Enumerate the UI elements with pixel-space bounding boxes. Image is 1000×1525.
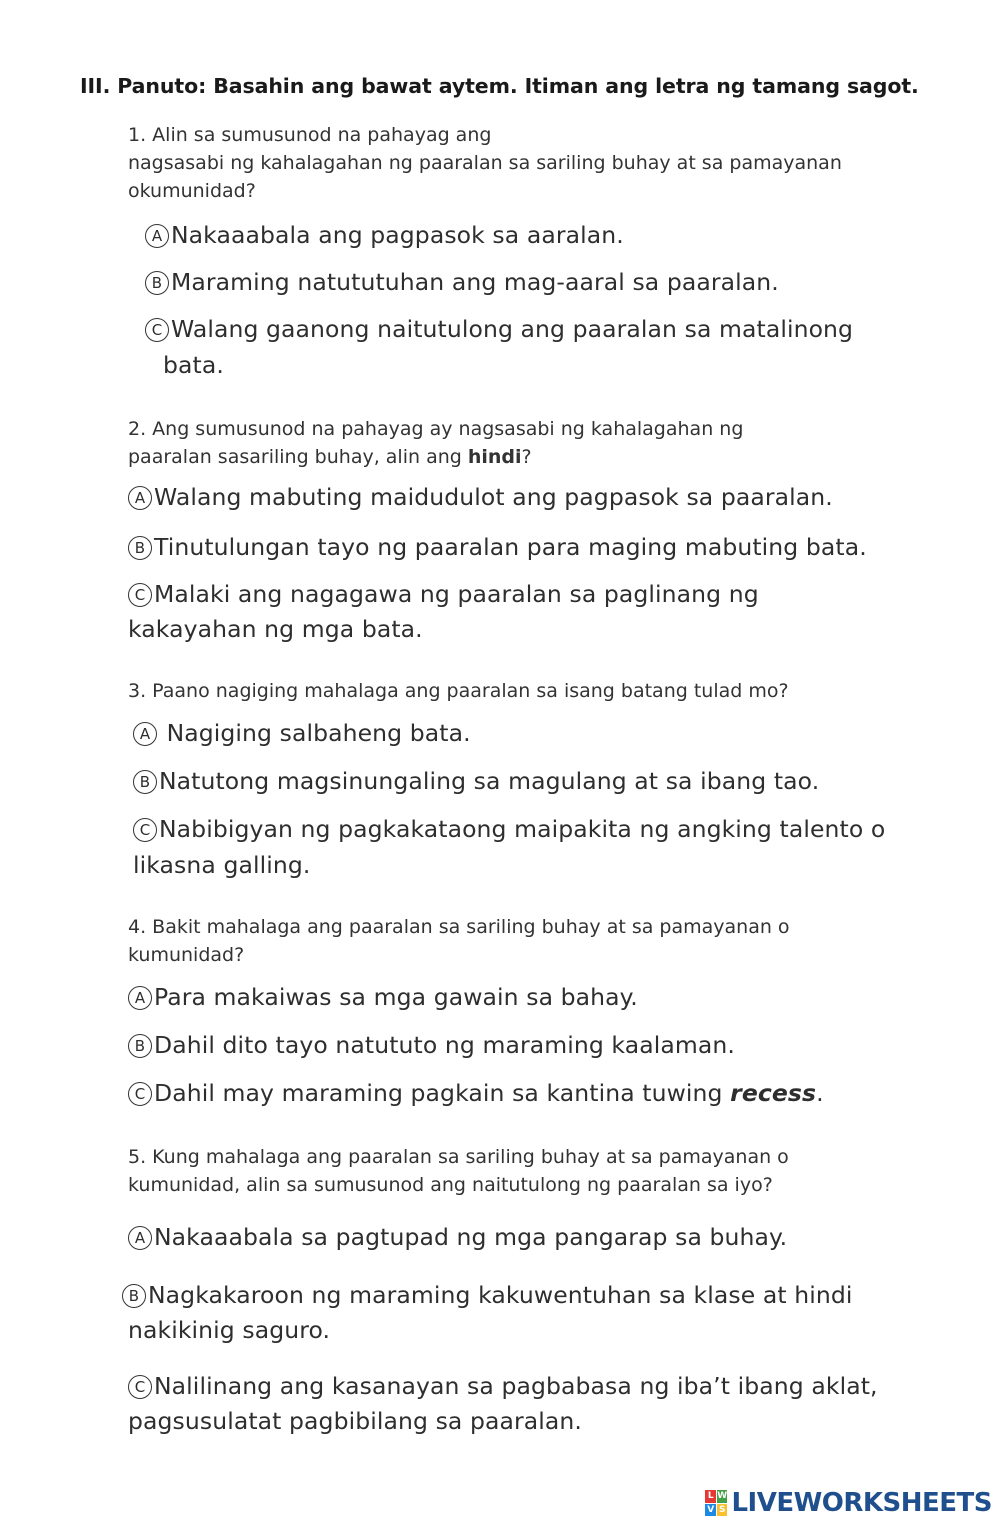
logo-mark-letter: V <box>707 1504 715 1515</box>
option-letter-a[interactable]: A <box>133 722 157 746</box>
option-letter-b[interactable]: B <box>133 770 157 794</box>
question-1-line-1: 1. Alin sa sumusunod na pahayag ang <box>128 124 492 146</box>
option-letter-c[interactable]: C <box>133 818 157 842</box>
question-2-emphasis: hindi <box>467 446 522 468</box>
question-4-option-a[interactable] <box>128 980 638 1015</box>
question-1-option-c[interactable] <box>145 312 853 347</box>
question-4-line-1: 4. Bakit mahalaga ang paaralan sa sariling buhay at sa pamayanan o <box>128 916 790 938</box>
option-text: Tinutulungan tayo ng paaralan para maging mabuting bata. <box>154 533 867 561</box>
option-text: Nalilinang ang kasanayan sa pagbabasa ng iba’t ibang aklat, <box>154 1372 878 1400</box>
question-4-line-2: kumunidad? <box>128 944 245 966</box>
option-letter-a[interactable]: A <box>128 986 152 1010</box>
question-3-option-c-continued: likasna galling. <box>133 851 311 879</box>
question-5-option-b[interactable] <box>122 1278 852 1313</box>
option-letter-a[interactable]: A <box>128 486 152 510</box>
liveworksheets-logo <box>705 1488 992 1518</box>
option-text: Nagiging salbaheng bata. <box>159 719 471 747</box>
question-5-option-c[interactable] <box>128 1369 878 1404</box>
option-letter-b[interactable]: B <box>145 271 169 295</box>
question-2-option-c[interactable] <box>128 577 759 612</box>
option-text: Nabibigyan ng pagkakataong maipakita ng angking talento o <box>159 815 886 843</box>
option-text: Nakaaabala ang pagpasok sa aaralan. <box>171 221 624 249</box>
option-letter-c[interactable]: C <box>128 583 152 607</box>
option-text: Para makaiwas sa mga gawain sa bahay. <box>154 983 638 1011</box>
logo-text: LIVEWORKSHEETS <box>731 1488 992 1518</box>
option-letter-c[interactable]: C <box>128 1375 152 1399</box>
option-text: Nagkakaroon ng maraming kakuwentuhan sa klase at hindi <box>148 1281 853 1309</box>
question-3-line-1: 3. Paano nagiging mahalaga ang paaralan sa isang batang tulad mo? <box>128 680 789 702</box>
option-letter-b[interactable]: B <box>128 536 152 560</box>
question-5-option-b-continued: nakikinig saguro. <box>128 1316 331 1344</box>
question-3-option-c[interactable] <box>133 812 885 847</box>
logo-mark-letter: W <box>717 1491 728 1501</box>
option-letter-c[interactable]: C <box>145 318 169 342</box>
option-text: Walang gaanong naitutulong ang paaralan sa matalinong <box>171 315 854 343</box>
question-2-option-b[interactable] <box>128 530 867 565</box>
option-text: Malaki ang nagagawa ng paaralan sa paglinang ng <box>154 580 759 608</box>
logo-mark-letter: S <box>717 1504 728 1517</box>
logo-mark-letter: L <box>705 1490 716 1503</box>
question-2-option-a[interactable] <box>128 480 833 515</box>
question-2-line-2 <box>128 443 532 471</box>
option-text: Walang mabuting maidudulot ang pagpasok sa paaralan. <box>154 483 833 511</box>
option-text: Natutong magsinungaling sa magulang at sa ibang tao. <box>159 767 820 795</box>
option-letter-b[interactable]: B <box>122 1284 146 1308</box>
question-1-option-b[interactable] <box>145 265 779 300</box>
question-3-option-b[interactable] <box>133 764 819 799</box>
question-5-option-c-continued: pagsusulatat pagbibilang sa paaralan. <box>128 1407 582 1435</box>
question-2-option-c-continued: kakayahan ng mga bata. <box>128 615 423 643</box>
question-1-line-3: okumunidad? <box>128 180 256 202</box>
question-4-option-b[interactable] <box>128 1028 735 1063</box>
question-2-line-1: 2. Ang sumusunod na pahayag ay nagsasabi ng kahalagahan ng <box>128 418 744 440</box>
question-2-text: paaralan sasariling buhay, alin ang <box>128 446 468 468</box>
option-text: Maraming natututuhan ang mag-aaral sa paaralan. <box>171 268 779 296</box>
instructions-title: III. Panuto: Basahin ang bawat aytem. Itiman ang letra ng tamang sagot. <box>80 74 919 98</box>
question-3-option-a[interactable] <box>133 716 471 751</box>
question-4-option-c[interactable] <box>128 1076 824 1111</box>
option-text: Dahil dito tayo natututo ng maraming kaalaman. <box>154 1031 735 1059</box>
option-letter-a[interactable]: A <box>145 224 169 248</box>
option-text: Dahil may maraming pagkain sa kantina tuwing <box>154 1079 731 1107</box>
question-5-line-2: kumunidad, alin sa sumusunod ang naitutulong ng paaralan sa iyo? <box>128 1174 773 1196</box>
option-letter-a[interactable]: A <box>128 1226 152 1250</box>
logo-mark-icon <box>705 1490 727 1516</box>
question-1-line-2: nagsasabi ng kahalagahan ng paaralan sa sariling buhay at sa pamayanan <box>128 152 842 174</box>
option-letter-c[interactable]: C <box>128 1082 152 1106</box>
question-5-line-1: 5. Kung mahalaga ang paaralan sa sariling buhay at sa pamayanan o <box>128 1146 789 1168</box>
option-period: . <box>816 1079 824 1107</box>
option-emphasis: recess <box>730 1079 817 1107</box>
question-1-option-c-continued: bata. <box>163 351 224 379</box>
question-5-option-a[interactable] <box>128 1220 787 1255</box>
option-letter-b[interactable]: B <box>128 1034 152 1058</box>
question-2-mark: ? <box>521 446 532 468</box>
question-1-option-a[interactable] <box>145 218 624 253</box>
option-text: Nakaaabala sa pagtupad ng mga pangarap sa buhay. <box>154 1223 788 1251</box>
